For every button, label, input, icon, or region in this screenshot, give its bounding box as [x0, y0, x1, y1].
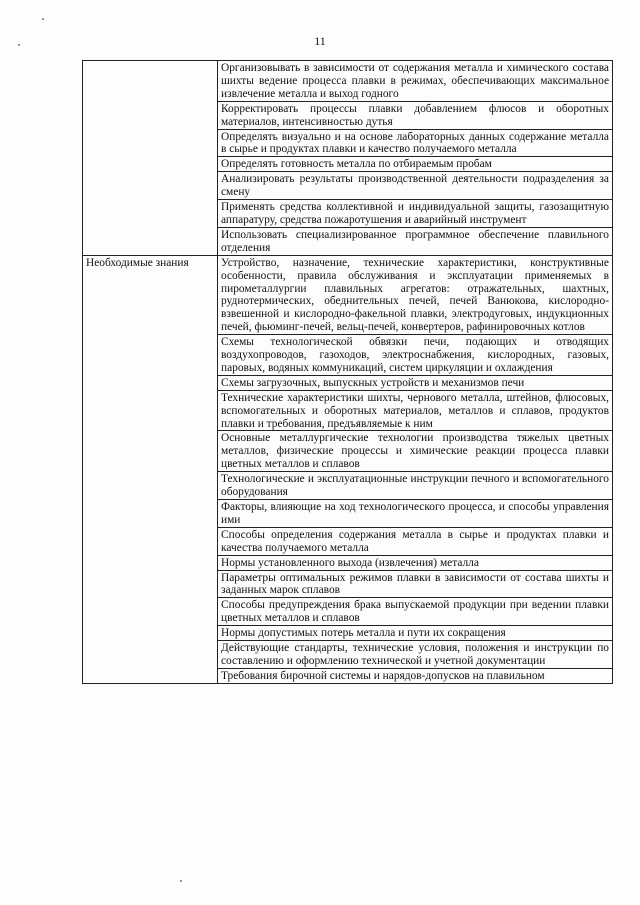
- requirement-item: Корректировать процессы плавки добавлением флюсов и оборотных материалов, интенсивностью дутья: [218, 101, 613, 129]
- requirement-item: Технические характеристики шихты, чернового металла, штейнов, флюсовых, вспомогательных и оборотных материалов, металлов и сплавов, продуктов плавки и требования, предъявляемые к ним: [218, 390, 613, 431]
- requirement-item: Определять визуально и на основе лабораторных данных содержание металла в сырье и продуктах плавки и качество получаемого металла: [218, 129, 613, 157]
- requirement-item: Нормы допустимых потерь металла и пути их сокращения: [218, 626, 613, 641]
- requirement-item: Применять средства коллективной и индивидуальной защиты, газозащитную аппаратуру, средства пожаротушения и аварийный инструмент: [218, 200, 613, 228]
- requirement-item: Факторы, влияющие на ход технологического процесса, и способы управления ими: [218, 500, 613, 528]
- table-row: [83, 255, 613, 334]
- requirement-item: Действующие стандарты, технические условия, положения и инструкции по составлению и оформлению технической и учетной документации: [218, 641, 613, 669]
- requirement-item: Устройство, назначение, технические характеристики, конструктивные особенности, правила обслуживания и эксплуатации применяемых в пирометаллургии плавильных агрегатов: отражательных, шахтных, руднотермических, обеднительных печей, печей Ванюкова, кислородно-взвешенной и кислородно-факельной плавки, электродуговых, индукционных печей, фьюминг-печей, вельц-печей, конвертеров, рафинировочных котлов: [218, 255, 613, 334]
- requirement-item: Схемы загрузочных, выпускных устройств и механизмов печи: [218, 375, 613, 390]
- scan-speck: [180, 880, 182, 882]
- requirement-item: Параметры оптимальных режимов плавки в зависимости от состава шихты и заданных марок сплавов: [218, 570, 613, 598]
- scan-speck: [42, 18, 44, 20]
- requirement-item: Способы предупреждения брака выпускаемой продукции при ведении плавки цветных металлов и сплавов: [218, 598, 613, 626]
- requirement-item: Технологические и эксплуатационные инструкции печного и вспомогательного оборудования: [218, 472, 613, 500]
- requirements-table: [82, 60, 613, 684]
- requirement-item: Требования бирочной системы и нарядов-допусков на плавильном: [218, 668, 613, 683]
- scan-speck: [18, 44, 20, 46]
- requirement-item: Схемы технологической обвязки печи, подающих и отводящих воздухопроводов, газоходов, электроснабжения, кислородных, газовых, паровых, водяных коммуникаций, систем циркуляции и охлаждения: [218, 335, 613, 376]
- page-number: 11: [314, 34, 326, 48]
- requirement-item: Организовывать в зависимости от содержания металла и химического состава шихты ведение процесса плавки в режимах, обеспечивающих максимальное извлечение металла и выход годного: [218, 61, 613, 102]
- section-label: [83, 61, 218, 256]
- requirement-item: Анализировать результаты производственной деятельности подразделения за смену: [218, 172, 613, 200]
- section-label: Необходимые знания: [83, 255, 218, 683]
- requirement-item: Определять готовность металла по отбираемым пробам: [218, 157, 613, 172]
- table-row: [83, 61, 613, 102]
- requirement-item: Использовать специализированное программное обеспечение плавильного отделения: [218, 227, 613, 255]
- requirement-item: Способы определения содержания металла в сырье и продуктах плавки и качества получаемого металла: [218, 527, 613, 555]
- requirement-item: Нормы установленного выхода (извлечения) металла: [218, 555, 613, 570]
- table-body: [83, 61, 613, 684]
- requirement-item: Основные металлургические технологии производства тяжелых цветных металлов, физические процессы и химические реакции процесса плавки цветных металлов и сплавов: [218, 431, 613, 472]
